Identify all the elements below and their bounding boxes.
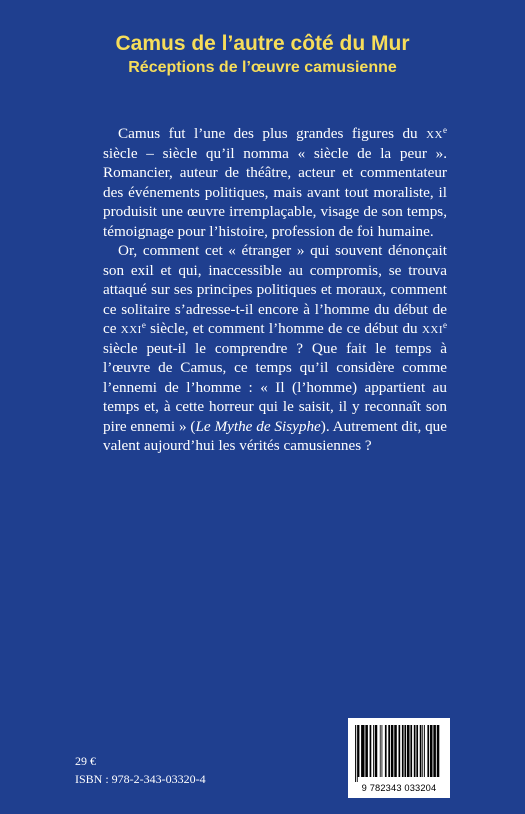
century-numeral: xx	[426, 125, 443, 142]
barcode-bar	[402, 725, 404, 777]
barcode-bar	[404, 725, 406, 777]
blurb-text: siècle, et comment l’homme de ce début du	[145, 320, 422, 337]
blurb-text: Camus fut l’une des plus grandes figures du	[118, 125, 427, 142]
book-reference: Le Mythe de Sisyphe	[195, 417, 321, 435]
barcode-bar	[357, 725, 358, 782]
barcode-bar	[422, 725, 423, 777]
superscript: e	[443, 125, 447, 135]
barcode-bar	[420, 725, 422, 777]
isbn: ISBN : 978-2-343-03320-4	[75, 772, 206, 786]
barcode-bar	[355, 725, 356, 782]
blurb-text: siècle peut-il le comprendre ? Que fait le temps à l’œuvre de Camus, ce temps qu’il considère comme l’ennemi de l’homme : « Il (l’homme) appartient au temps et, à cette horreur qui le saisit, il y reconnaît son pire ennemi » (	[103, 339, 447, 435]
blurb-paragraph-1	[103, 124, 447, 241]
blurb-text: ). Autrement dit, que valent aujourd’hui les vérités camusiennes ?	[103, 417, 447, 454]
blurb-paragraph-2	[103, 241, 447, 456]
barcode-bar	[391, 725, 394, 777]
barcode-bar	[380, 725, 381, 777]
century-numeral: xxi	[421, 320, 443, 337]
blurb-text: siècle – siècle qu’il nomma « siècle de la peur ». Romancier, auteur de théâtre, acteur et commentateur des événements politiques, mais avant tout moraliste, il produisit une œuvre irremplaçable, visage de son temps, témoignage pour l’histoire, profession de foi humaine.	[103, 144, 447, 240]
barcode-bar	[394, 725, 397, 777]
barcode-bars	[354, 725, 444, 782]
century-numeral: xxi	[120, 320, 142, 337]
barcode-bar	[407, 725, 410, 777]
barcode-bar	[385, 725, 387, 777]
barcode-bar	[416, 725, 418, 777]
barcode-bar	[410, 725, 412, 777]
superscript: e	[443, 320, 447, 330]
barcode-bar	[388, 725, 390, 777]
barcode-bar	[424, 725, 425, 777]
barcode-bar	[414, 725, 416, 777]
barcode-bar	[361, 725, 364, 777]
barcode	[348, 718, 450, 798]
barcode-bar	[382, 725, 383, 777]
barcode-bar	[373, 725, 374, 777]
barcode-bar	[430, 725, 433, 777]
blurb	[103, 124, 447, 456]
barcode-bar	[427, 725, 429, 777]
book-title: Camus de l’autre côté du Mur	[115, 32, 410, 55]
barcode-bar	[375, 725, 378, 777]
price: 29 €	[75, 754, 96, 768]
barcode-bar	[399, 725, 401, 777]
book-subtitle: Réceptions de l’œuvre camusienne	[128, 59, 397, 76]
barcode-bar	[437, 725, 440, 777]
barcode-bar	[365, 725, 368, 777]
blurb-text: Or, comment cet « étranger » qui souvent dénonçait son exil et qui, inaccessible au compromis, se trouva attaqué sur ses principes politiques et moraux, comment ce solitaire s’adresse-t-il encore à l’homme du début de ce	[103, 242, 447, 337]
barcode-bar	[358, 725, 360, 777]
superscript: e	[141, 320, 146, 330]
barcode-bar	[370, 725, 372, 777]
barcode-bar	[433, 725, 436, 777]
barcode-digits: 9 782343 033204	[361, 783, 437, 793]
